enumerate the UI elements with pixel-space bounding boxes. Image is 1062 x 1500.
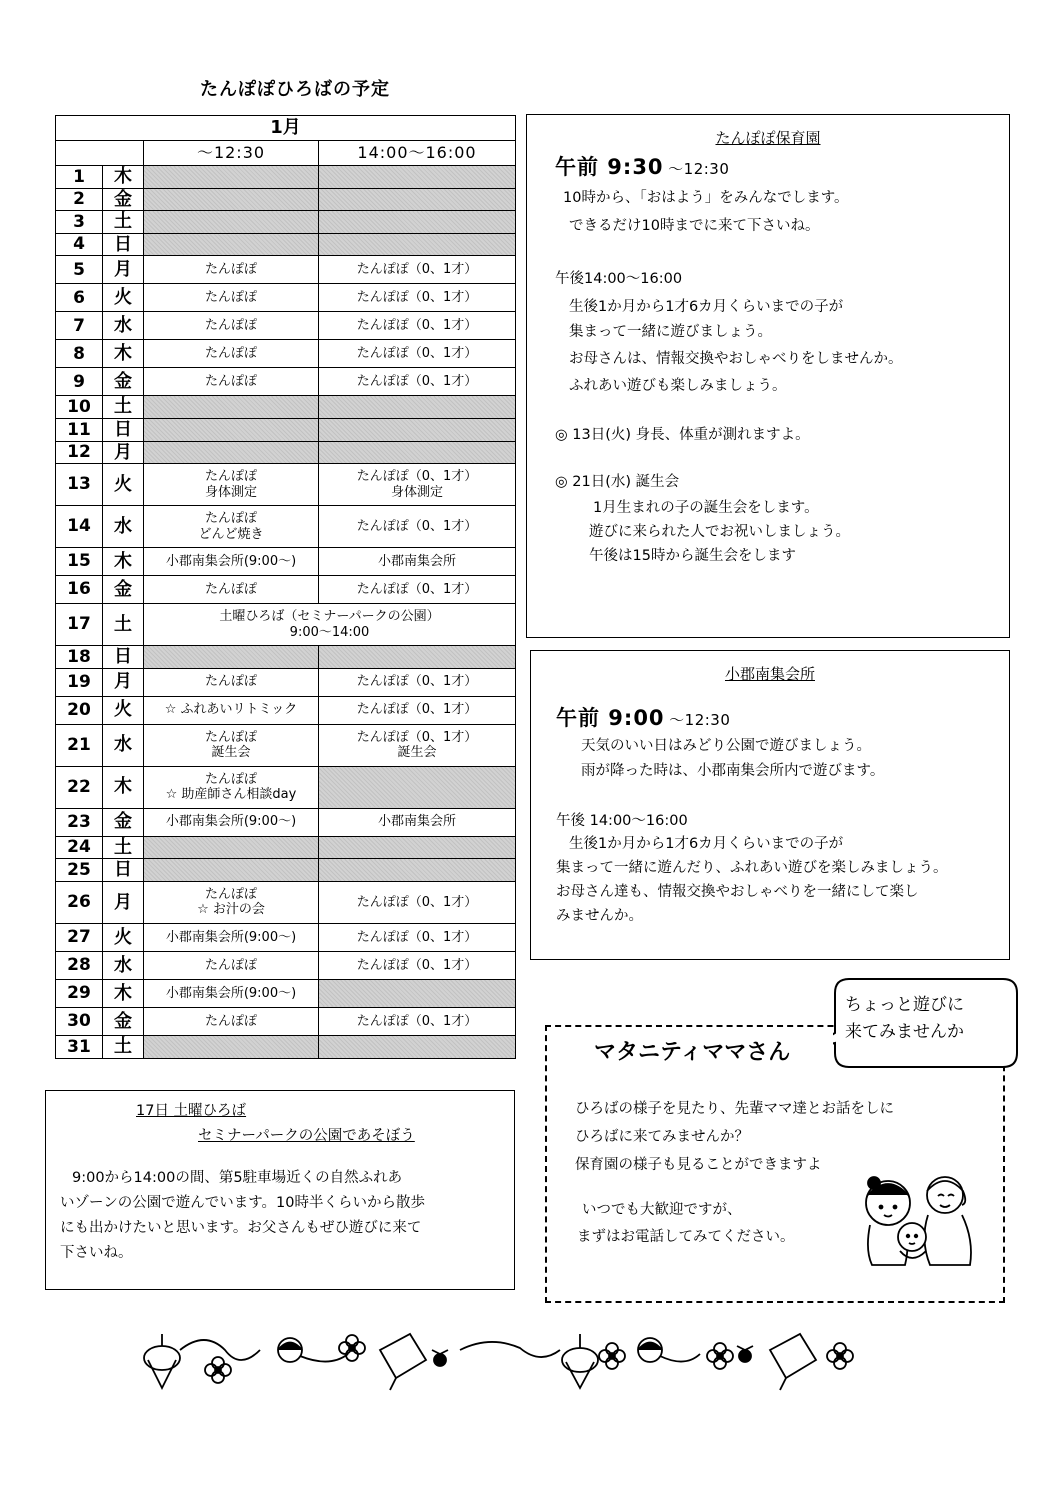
day-of-week: 火: [103, 923, 144, 951]
day-of-week: 土: [103, 396, 144, 419]
am-activity-cell-text: ☆ ふれあいリトミック: [164, 702, 298, 718]
pm-activity-cell: [319, 1035, 516, 1058]
pm-activity-cell: [319, 923, 516, 951]
day-of-week: 水: [103, 951, 144, 979]
schedule-row: [56, 646, 516, 669]
am-activity-cell-text: 小郡南集会所(9:00～): [165, 814, 297, 830]
schedule-row: [56, 836, 516, 859]
pm-activity-cell: [319, 418, 516, 441]
day-of-week: 日: [103, 418, 144, 441]
tanpopo-pm-line-1: 生後1か月から1才6カ月くらいまでの子が: [569, 299, 844, 315]
day-of-week: 火: [103, 696, 144, 724]
am-activity-cell: [144, 548, 319, 576]
merged-activity-cell-text: 土曜ひろば（セミナーパークの公園）: [219, 609, 440, 625]
am-activity-cell: [144, 256, 319, 284]
bubble-line-1: ちょっと遊びに: [845, 995, 964, 1015]
day-of-week: 水: [103, 312, 144, 340]
am-activity-cell: [144, 979, 319, 1007]
day-of-week: 木: [103, 340, 144, 368]
pm-activity-cell: [319, 724, 516, 766]
pm-activity-cell-text: たんぽぽ（0、1才）: [356, 262, 478, 278]
tanpopo-pm-heading: 午後14:00～16:00: [555, 271, 683, 287]
schedule-row: [56, 464, 516, 506]
day-of-week: 土: [103, 1035, 144, 1058]
pm-activity-cell-text: たんぽぽ（0、1才）: [356, 674, 478, 690]
kogori-pm-line-2: 集まって一緒に遊んだり、ふれあい遊びを楽しみましょう。: [556, 860, 948, 876]
day-number: 2: [56, 188, 103, 211]
am-activity-cell: [144, 506, 319, 548]
tanpopo-note-measure: ◎ 13日(火) 身長、体重が測れますよ。: [555, 427, 810, 443]
footer-decoration: [140, 1320, 860, 1400]
pm-activity-cell: [319, 464, 516, 506]
day-of-week: 日: [103, 646, 144, 669]
am-activity-cell-text: たんぽぽ: [204, 511, 257, 527]
pm-activity-cell: [319, 881, 516, 923]
am-activity-cell: [144, 312, 319, 340]
day-of-week: 火: [103, 284, 144, 312]
day-of-week: 水: [103, 724, 144, 766]
schedule-row: [56, 233, 516, 256]
page-title: たんぽぽひろばの予定: [200, 79, 390, 100]
day-of-week: 月: [103, 441, 144, 464]
schedule-row: [56, 166, 516, 189]
kogori-info-box: [530, 650, 1010, 960]
kogori-pm-line-4: みませんか。: [556, 908, 643, 924]
pm-activity-cell-text: たんぽぽ（0、1才）: [356, 1013, 478, 1029]
pm-activity-cell: [319, 396, 516, 419]
pm-activity-cell: [319, 166, 516, 189]
schedule-row: [56, 548, 516, 576]
am-activity-cell: [144, 923, 319, 951]
am-activity-cell-text: ☆ 助産師さん相談day: [165, 787, 297, 803]
am-activity-cell-text: たんぽぽ: [204, 346, 257, 362]
pm-activity-cell: [319, 979, 516, 1007]
day-number: 27: [56, 923, 103, 951]
am-activity-cell-text: 小郡南集会所(9:00～): [165, 553, 297, 569]
am-activity-cell: [144, 418, 319, 441]
day-number: 1: [56, 166, 103, 189]
schedule-row: [56, 724, 516, 766]
am-activity-cell: [144, 368, 319, 396]
kogori-am-line-2: 雨が降った時は、小郡南集会所内で遊びます。: [581, 763, 885, 779]
day-of-week: 金: [103, 1007, 144, 1035]
am-activity-cell-text: たんぽぽ: [204, 581, 257, 597]
schedule-row: [56, 576, 516, 604]
pm-activity-cell-text: たんぽぽ（0、1才）: [356, 469, 478, 485]
am-activity-cell-text: 小郡南集会所(9:00～): [165, 929, 297, 945]
schedule-row: [56, 696, 516, 724]
schedule-row: [56, 1007, 516, 1035]
saturday-line-4: 下さいね。: [60, 1245, 133, 1261]
am-activity-cell: [144, 859, 319, 882]
am-activity-cell-text: どんど焼き: [198, 526, 264, 542]
pm-activity-cell: [319, 211, 516, 234]
day-of-week: 月: [103, 256, 144, 284]
am-activity-cell-text: 身体測定: [204, 484, 257, 500]
maternity-line-5: まずはお電話してみてください。: [577, 1229, 795, 1245]
am-activity-cell-text: たんぽぽ: [204, 374, 257, 390]
am-activity-cell: [144, 808, 319, 836]
am-activity-cell: [144, 233, 319, 256]
schedule-row: [56, 668, 516, 696]
saturday-plaza-box: [45, 1090, 515, 1290]
tanpopo-info-box: [526, 114, 1010, 638]
pm-activity-cell-text: たんぽぽ（0、1才）: [356, 702, 478, 718]
am-activity-cell: [144, 1007, 319, 1035]
pm-activity-cell-text: たんぽぽ（0、1才）: [356, 346, 478, 362]
maternity-line-4: いつでも大歓迎ですが、: [582, 1202, 742, 1218]
day-of-week: 木: [103, 766, 144, 808]
schedule-row: [56, 188, 516, 211]
day-number: 5: [56, 256, 103, 284]
day-number: 28: [56, 951, 103, 979]
day-of-week: 木: [103, 979, 144, 1007]
schedule-row: [56, 604, 516, 646]
am-activity-cell: [144, 881, 319, 923]
pm-activity-cell: [319, 284, 516, 312]
maternity-line-2: ひろばに来てみませんか？: [575, 1129, 749, 1145]
kogori-pm-line-3: お母さん達も、情報交換やおしゃべりを一緒にして楽し: [556, 884, 919, 900]
kogori-pm-heading: 午後 14:00～16:00: [556, 813, 688, 829]
schedule-row: [56, 979, 516, 1007]
saturday-line-3: にも出かけたいと思います。お父さんもぜひ遊びに来て: [60, 1220, 422, 1236]
am-activity-cell-text: たんぽぽ: [204, 290, 257, 306]
kogori-am-time: 午前 9:00 ～12:30: [556, 706, 731, 730]
am-activity-cell: [144, 166, 319, 189]
day-number: 11: [56, 418, 103, 441]
pm-activity-cell-text: 小郡南集会所: [378, 553, 457, 569]
day-number: 19: [56, 668, 103, 696]
schedule-table: [55, 115, 516, 1059]
merged-activity-cell: [144, 604, 516, 646]
day-number: 23: [56, 808, 103, 836]
pm-activity-cell: [319, 340, 516, 368]
day-number: 18: [56, 646, 103, 669]
schedule-row: [56, 396, 516, 419]
day-number: 8: [56, 340, 103, 368]
pm-activity-cell: [319, 766, 516, 808]
pm-activity-cell-text: たんぽぽ（0、1才）: [356, 374, 478, 390]
kogori-title: 小郡南集会所: [724, 665, 815, 683]
day-of-week: 水: [103, 506, 144, 548]
pm-activity-cell: [319, 312, 516, 340]
pm-activity-cell: [319, 836, 516, 859]
saturday-title: 17日 土曜ひろば: [136, 1103, 247, 1119]
day-of-week: 火: [103, 464, 144, 506]
header-blank: [56, 141, 144, 166]
schedule-row: [56, 1035, 516, 1058]
merged-activity-cell-text: 9:00～14:00: [289, 624, 370, 640]
day-number: 14: [56, 506, 103, 548]
am-activity-cell: [144, 441, 319, 464]
maternity-line-3: 保育園の様子も見ることができますよ: [575, 1157, 822, 1173]
day-of-week: 月: [103, 881, 144, 923]
day-number: 30: [56, 1007, 103, 1035]
pm-activity-cell: [319, 1007, 516, 1035]
day-number: 13: [56, 464, 103, 506]
am-activity-cell-text: たんぽぽ: [204, 729, 257, 745]
am-activity-cell-text: たんぽぽ: [204, 1013, 257, 1029]
day-number: 29: [56, 979, 103, 1007]
day-of-week: 日: [103, 859, 144, 882]
day-of-week: 土: [103, 836, 144, 859]
day-number: 26: [56, 881, 103, 923]
day-number: 24: [56, 836, 103, 859]
pm-activity-cell: [319, 548, 516, 576]
kogori-pm-line-1: 生後1か月から1才6カ月くらいまでの子が: [569, 836, 844, 852]
speech-bubble-text: [845, 992, 964, 1046]
am-activity-cell: [144, 951, 319, 979]
pm-activity-cell: [319, 256, 516, 284]
am-activity-cell-text: たんぽぽ: [204, 886, 257, 902]
day-of-week: 土: [103, 604, 144, 646]
day-number: 3: [56, 211, 103, 234]
day-number: 10: [56, 396, 103, 419]
tanpopo-title: たんぽぽ保育園: [715, 129, 821, 147]
day-number: 22: [56, 766, 103, 808]
am-activity-cell: [144, 836, 319, 859]
am-activity-cell: [144, 1035, 319, 1058]
schedule-row: [56, 808, 516, 836]
schedule-row: [56, 256, 516, 284]
am-activity-cell-text: たんぽぽ: [204, 469, 257, 485]
am-activity-cell-text: ☆ お汁の会: [197, 902, 265, 918]
day-number: 25: [56, 859, 103, 882]
tanpopo-pm-line-2: 集まって一緒に遊びましょう。: [569, 324, 772, 340]
pm-activity-cell: [319, 506, 516, 548]
header-am: ～12:30: [144, 141, 319, 166]
tanpopo-birthday-line-1: 1月生まれの子の誕生会をします。: [593, 500, 819, 516]
schedule-row: [56, 284, 516, 312]
saturday-subtitle: セミナーパークの公園であそぼう: [198, 1128, 415, 1144]
schedule-row: [56, 859, 516, 882]
pm-activity-cell-text: たんぽぽ（0、1才）: [356, 518, 478, 534]
day-number: 6: [56, 284, 103, 312]
maternity-title: マタニティママさん: [590, 1035, 794, 1066]
pm-activity-cell-text: 身体測定: [391, 484, 444, 500]
pm-activity-cell: [319, 696, 516, 724]
pm-activity-cell-text: たんぽぽ（0、1才）: [356, 929, 478, 945]
day-number: 20: [56, 696, 103, 724]
day-number: 7: [56, 312, 103, 340]
am-activity-cell: [144, 340, 319, 368]
pm-activity-cell: [319, 808, 516, 836]
tanpopo-am-line-2: できるだけ10時までに来て下さいね。: [569, 218, 820, 234]
kogori-am-line-1: 天気のいい日はみどり公園で遊びましょう。: [581, 738, 871, 754]
am-activity-cell: [144, 464, 319, 506]
pm-activity-cell-text: たんぽぽ（0、1才）: [356, 894, 478, 910]
schedule-row: [56, 340, 516, 368]
maternity-line-1: ひろばの様子を見たり、先輩ママ達とお話をしに: [575, 1101, 894, 1117]
pm-activity-cell: [319, 668, 516, 696]
day-number: 17: [56, 604, 103, 646]
pm-activity-cell: [319, 951, 516, 979]
pm-activity-cell-text: たんぽぽ（0、1才）: [356, 729, 478, 745]
saturday-line-2: いゾーンの公園で遊んでいます。10時半くらいから散歩: [60, 1195, 425, 1211]
am-activity-cell: [144, 766, 319, 808]
pm-activity-cell-text: たんぽぽ（0、1才）: [356, 581, 478, 597]
pm-activity-cell: [319, 576, 516, 604]
schedule-row: [56, 211, 516, 234]
pm-activity-cell: [319, 859, 516, 882]
am-activity-cell-text: たんぽぽ: [204, 957, 257, 973]
am-activity-cell-text: たんぽぽ: [204, 771, 257, 787]
schedule-row: [56, 418, 516, 441]
day-of-week: 木: [103, 166, 144, 189]
day-of-week: 金: [103, 576, 144, 604]
day-number: 31: [56, 1035, 103, 1058]
day-of-week: 日: [103, 233, 144, 256]
am-activity-cell: [144, 396, 319, 419]
pm-activity-cell-text: 小郡南集会所: [378, 814, 457, 830]
am-activity-cell-text: 誕生会: [211, 745, 251, 761]
day-of-week: 木: [103, 548, 144, 576]
tanpopo-pm-line-3: お母さんは、情報交換やおしゃべりをしませんか。: [569, 351, 903, 367]
pm-activity-cell-text: たんぽぽ（0、1才）: [356, 957, 478, 973]
am-activity-cell: [144, 724, 319, 766]
day-number: 21: [56, 724, 103, 766]
am-activity-cell: [144, 284, 319, 312]
tanpopo-pm-line-4: ふれあい遊びも楽しみましょう。: [569, 378, 787, 394]
schedule-row: [56, 312, 516, 340]
am-activity-cell: [144, 211, 319, 234]
schedule-row: [56, 368, 516, 396]
am-activity-cell-text: 小郡南集会所(9:00～): [165, 985, 297, 1001]
month-header: 1月: [56, 116, 516, 141]
pm-activity-cell: [319, 646, 516, 669]
day-number: 15: [56, 548, 103, 576]
pm-activity-cell-text: たんぽぽ（0、1才）: [356, 290, 478, 306]
kids-illustration: [850, 1165, 975, 1275]
header-pm: 14:00～16:00: [319, 141, 516, 166]
day-number: 12: [56, 441, 103, 464]
am-activity-cell-text: たんぽぽ: [204, 674, 257, 690]
tanpopo-am-time: 午前 9:30 ～12:30: [555, 155, 730, 179]
pm-activity-cell: [319, 188, 516, 211]
day-of-week: 土: [103, 211, 144, 234]
tanpopo-am-line-1: 10時から、「おはよう」をみんなでします。: [563, 190, 849, 206]
pm-activity-cell: [319, 233, 516, 256]
schedule-row: [56, 881, 516, 923]
pm-activity-cell-text: 誕生会: [397, 745, 437, 761]
am-activity-cell: [144, 188, 319, 211]
day-number: 4: [56, 233, 103, 256]
saturday-line-1: 9:00から14:00の間、第5駐車場近くの自然ふれあ: [72, 1170, 403, 1186]
am-activity-cell: [144, 646, 319, 669]
am-activity-cell: [144, 576, 319, 604]
day-of-week: 金: [103, 368, 144, 396]
am-activity-cell-text: たんぽぽ: [204, 318, 257, 334]
am-activity-cell: [144, 668, 319, 696]
schedule-row: [56, 951, 516, 979]
pm-activity-cell: [319, 368, 516, 396]
pm-activity-cell-text: たんぽぽ（0、1才）: [356, 318, 478, 334]
bubble-line-2: 来てみませんか: [845, 1022, 964, 1042]
schedule-row: [56, 923, 516, 951]
day-number: 16: [56, 576, 103, 604]
schedule-row: [56, 766, 516, 808]
am-activity-cell-text: たんぽぽ: [204, 262, 257, 278]
schedule-row: [56, 441, 516, 464]
day-of-week: 月: [103, 668, 144, 696]
day-number: 9: [56, 368, 103, 396]
pm-activity-cell: [319, 441, 516, 464]
am-activity-cell: [144, 696, 319, 724]
day-of-week: 金: [103, 808, 144, 836]
tanpopo-birthday-line-2: 遊びに来られた人でお祝いしましょう。: [589, 524, 850, 540]
tanpopo-note-birthday: ◎ 21日(水) 誕生会: [555, 474, 680, 490]
schedule-row: [56, 506, 516, 548]
day-of-week: 金: [103, 188, 144, 211]
tanpopo-birthday-line-3: 午後は15時から誕生会をします: [589, 548, 796, 564]
